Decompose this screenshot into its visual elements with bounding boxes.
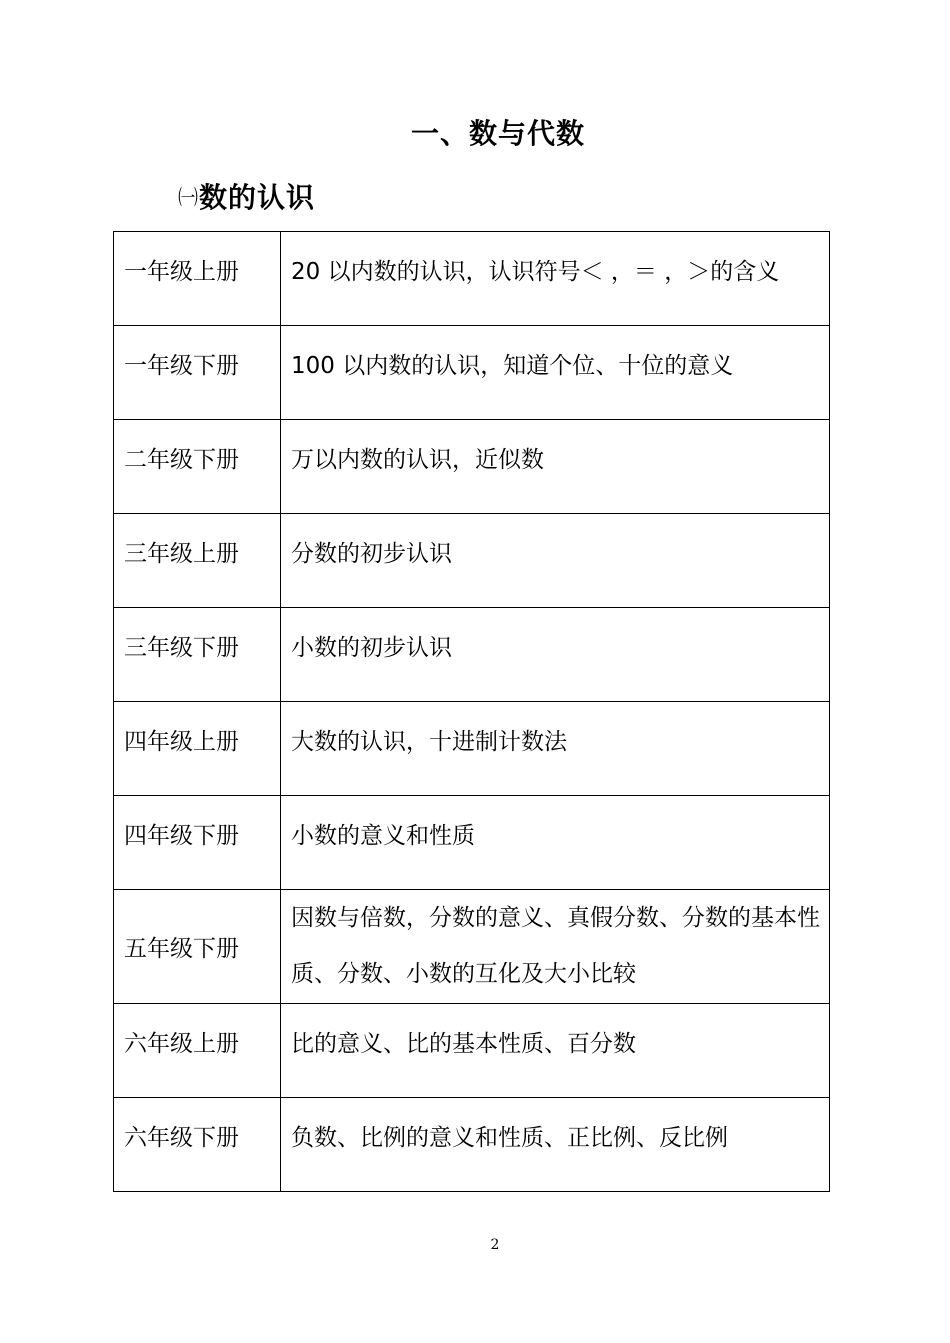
content-cell: 小数的初步认识 bbox=[281, 608, 830, 702]
page-title: 一、数与代数 bbox=[410, 117, 585, 150]
content-cell: 小数的意义和性质 bbox=[281, 796, 830, 890]
grade-cell: 一年级上册 bbox=[114, 232, 281, 326]
table-row bbox=[114, 326, 830, 420]
content-cell: 负数、比例的意义和性质、正比例、反比例 bbox=[281, 1098, 830, 1192]
table-row bbox=[114, 420, 830, 514]
grade-cell: 五年级下册 bbox=[114, 890, 281, 1004]
grade-cell: 六年级下册 bbox=[114, 1098, 281, 1192]
table-row bbox=[114, 608, 830, 702]
page-number: 2 bbox=[490, 1237, 500, 1253]
table-row bbox=[114, 232, 830, 326]
table-row bbox=[114, 1098, 830, 1192]
content-cell: 因数与倍数，分数的意义、真假分数、分数的基本性质、分数、小数的互化及大小比较 bbox=[281, 890, 830, 1004]
curriculum-table bbox=[113, 231, 830, 1192]
section-heading bbox=[178, 176, 315, 216]
table-row bbox=[114, 1004, 830, 1098]
content-cell: 大数的认识，十进制计数法 bbox=[281, 702, 830, 796]
grade-cell: 三年级下册 bbox=[114, 608, 281, 702]
table-row bbox=[114, 796, 830, 890]
grade-cell: 一年级下册 bbox=[114, 326, 281, 420]
content-cell: 分数的初步认识 bbox=[281, 514, 830, 608]
section-title: 数的认识 bbox=[199, 181, 316, 214]
grade-cell: 三年级上册 bbox=[114, 514, 281, 608]
grade-cell: 四年级上册 bbox=[114, 702, 281, 796]
grade-cell: 六年级上册 bbox=[114, 1004, 281, 1098]
section-enumerator: ㈠ bbox=[178, 185, 199, 209]
table-row bbox=[114, 514, 830, 608]
table-row bbox=[114, 890, 830, 1004]
content-cell: 20 以内数的认识，认识符号＜ ，＝ ，＞的含义 bbox=[281, 232, 830, 326]
table-row bbox=[114, 702, 830, 796]
content-cell: 100 以内数的认识，知道个位、十位的意义 bbox=[281, 326, 830, 420]
content-cell: 比的意义、比的基本性质、百分数 bbox=[281, 1004, 830, 1098]
content-cell: 万以内数的认识，近似数 bbox=[281, 420, 830, 514]
grade-cell: 二年级下册 bbox=[114, 420, 281, 514]
grade-cell: 四年级下册 bbox=[114, 796, 281, 890]
